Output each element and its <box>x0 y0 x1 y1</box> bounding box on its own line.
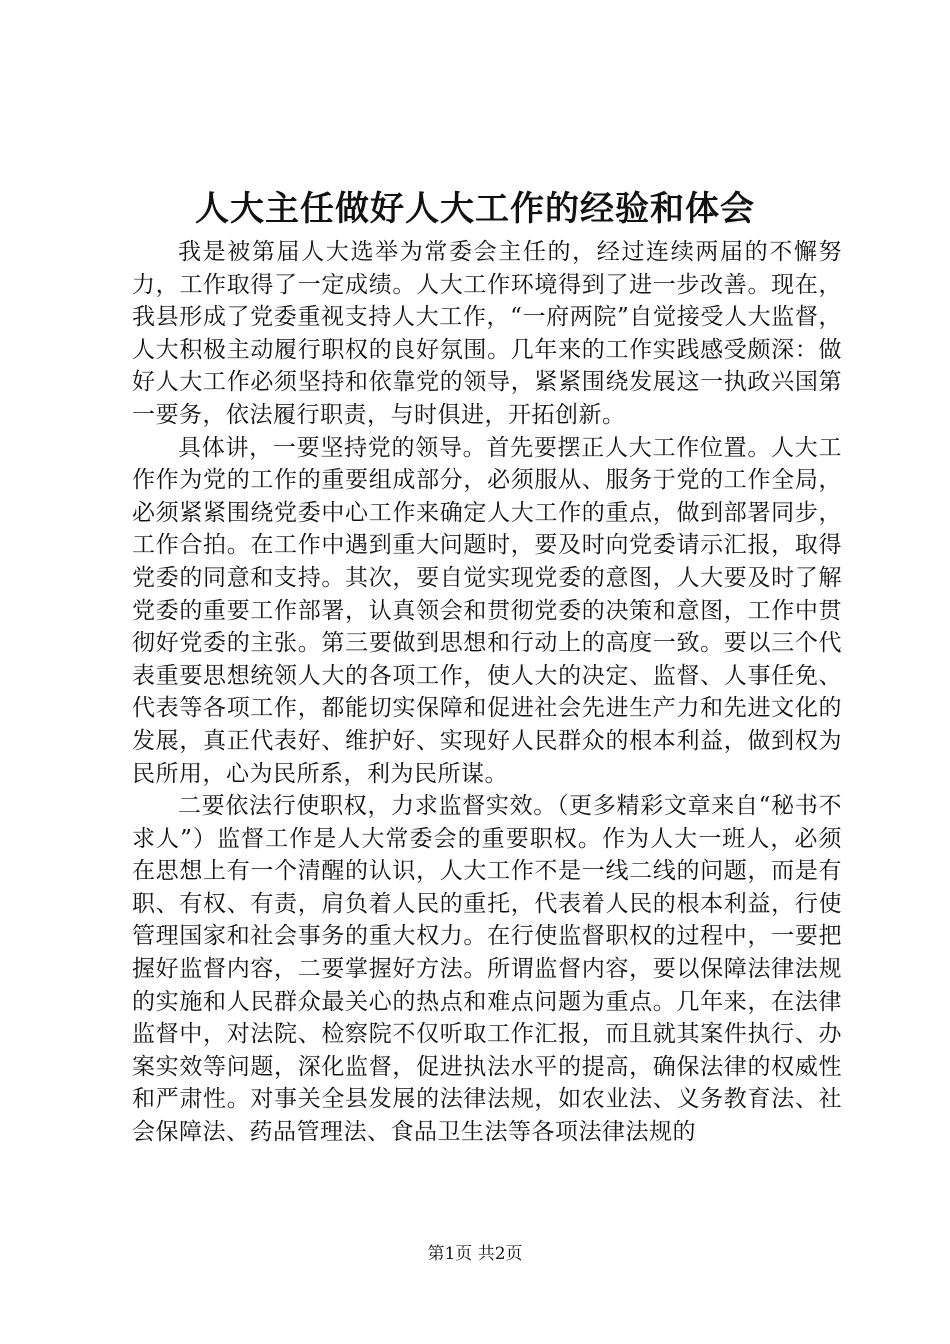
paragraph-party-leadership: 具体讲，一要坚持党的领导。首先要摆正人大工作位置。人大工作作为党的工作的重要组成部分，必须服从、服务于党的工作全局，必须紧紧围绕党委中心工作来确定人大工作的重点，做到部署同步，工作合拍。在工作中遇到重大问题时，要及时向党委请示汇报，取得党委的同意和支持。其次，要自觉实现党委的意图，人大要及时了解党委的重要工作部署，认真领会和贯彻党委的决策和意图，工作中贯彻好党委的主张。第三要做到思想和行动上的高度一致。要以三个代表重要思想统领人大的各项工作，使人大的决定、监督、人事任免、代表等各项工作，都能切实保障和促进社会先进生产力和先进文化的发展，真正代表好、维护好、实现好人民群众的根本利益，做到权为民所用，心为民所系，利为民所谋。 <box>132 434 842 787</box>
document-body <box>132 236 842 1149</box>
paragraph-intro: 我是被第届人大选举为常委会主任的，经过连续两届的不懈努力，工作取得了一定成绩。人大工作环境得到了进一步改善。现在，我县形成了党委重视支持人大工作，“一府两院”自觉接受人大监督，人大积极主动履行职权的良好氛围。几年来的工作实践感受颇深：做好人大工作必须坚持和依靠党的领导，紧紧围绕发展这一执政兴国第一要务，依法履行职责，与时俱进，开拓创新。 <box>132 239 842 428</box>
page-footer: 第1页 共2页 <box>427 1244 523 1264</box>
paragraph-supervision: 二要依法行使职权，力求监督实效。（更多精彩文章来自“秘书不求人”）监督工作是人大常委会的重要职权。作为人大一班人，必须在思想上有一个清醒的认识，人大工作不是一线二线的问题，而是有职、有权、有责，肩负着人民的重托，代表着人民的根本利益，行使管理国家和社会事务的重大权力。在行使监督职权的过程中，一要把握好监督内容，二要掌握好方法。所谓监督内容，要以保障法律法规的实施和人民群众最关心的热点和难点问题为重点。几年来，在法律监督中，对法院、检察院不仅听取工作汇报，而且就其案件执行、办案实效等问题，深化监督，促进执法水平的提高，确保法律的权威性和严肃性。对事关全县发展的法律法规，如农业法、义务教育法、社会保障法、药品管理法、食品卫生法等各项法律法规的 <box>132 793 842 1146</box>
document-title: 人大主任做好人大工作的经验和体会 <box>195 189 755 229</box>
